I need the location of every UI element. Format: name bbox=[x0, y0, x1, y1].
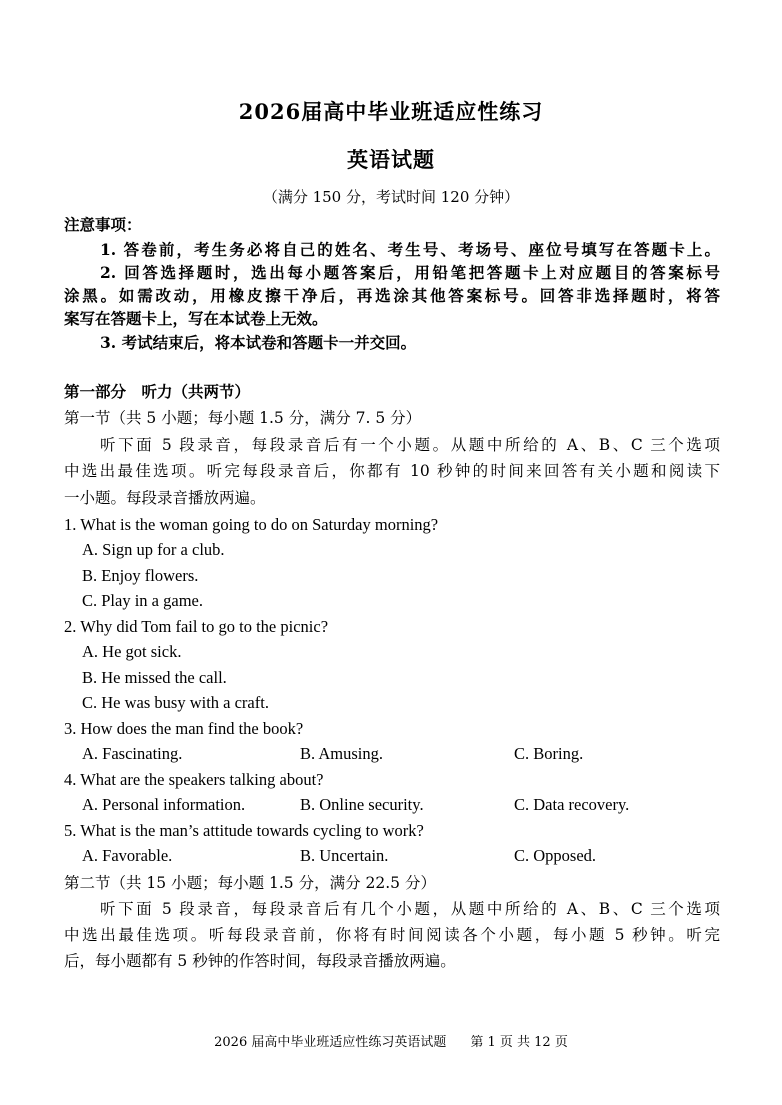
question-2-stem: 2. Why did Tom fail to go to the picnic? bbox=[64, 617, 329, 636]
question-5-stem: 5. What is the man’s attitude towards cycling to work? bbox=[64, 821, 424, 840]
notice-item-2-line-1: 2. 回答选择题时，选出每小题答案后，用铅笔把答题卡上对应题目的答案标号 bbox=[100, 263, 720, 282]
section2-instr-line-1: 听下面 5 段录音，每段录音后有几个小题，从题中所给的 A、B、C 三个选项 bbox=[100, 900, 720, 918]
question-1-option-b: B. Enjoy flowers. bbox=[82, 566, 199, 585]
footer-title: 2026 届高中毕业班适应性练习英语试题 bbox=[214, 1035, 447, 1050]
question-4-option-a: A. Personal information. bbox=[82, 795, 246, 814]
subject-title: 英语试题 bbox=[347, 147, 435, 172]
question-2-option-c: C. He was busy with a craft. bbox=[82, 693, 269, 712]
notice-item-3: 3. 考试结束后，将本试卷和答题卡一并交回。 bbox=[100, 333, 417, 352]
notice-heading: 注意事项： bbox=[64, 215, 142, 234]
section1-heading: 第一节（共 5 小题；每小题 1.5 分，满分 7. 5 分） bbox=[64, 409, 422, 427]
footer-page-number: 第 1 页 共 12 页 bbox=[470, 1035, 568, 1050]
question-5-option-b: B. Uncertain. bbox=[300, 846, 389, 865]
score-note: （满分 150 分，考试时间 120 分钟） bbox=[262, 188, 520, 206]
question-4-option-c: C. Data recovery. bbox=[514, 795, 630, 814]
notice-item-1: 1. 答卷前，考生务必将自己的姓名、考生号、考场号、座位号填写在答题卡上。 bbox=[100, 240, 720, 259]
question-3-option-b: B. Amusing. bbox=[300, 744, 383, 763]
question-1-stem: 1. What is the woman going to do on Saturday morning? bbox=[64, 515, 439, 534]
question-2-option-b: B. He missed the call. bbox=[82, 668, 227, 687]
question-3-option-a: A. Fascinating. bbox=[82, 744, 183, 763]
question-2-option-a: A. He got sick. bbox=[82, 642, 182, 661]
section1-instr-line-3: 一小题。每段录音播放两遍。 bbox=[64, 489, 266, 507]
section2-instr-line-2: 中选出最佳选项。听每段录音前，你将有时间阅读各个小题，每小题 5 秒钟。听完 bbox=[64, 926, 720, 944]
question-1-option-a: A. Sign up for a club. bbox=[82, 540, 225, 559]
notice-item-2-line-3: 案写在答题卡上，写在本试卷上无效。 bbox=[64, 309, 328, 328]
question-1-option-c: C. Play in a game. bbox=[82, 591, 203, 610]
question-5-option-c: C. Opposed. bbox=[514, 846, 597, 865]
section2-heading: 第二节（共 15 小题；每小题 1.5 分，满分 22.5 分） bbox=[64, 874, 436, 892]
question-5-option-a: A. Favorable. bbox=[82, 846, 173, 865]
notice-item-2-line-2: 涂黑。如需改动，用橡皮擦干净后，再选涂其他答案标号。回答非选择题时，将答 bbox=[64, 286, 720, 305]
question-4-stem: 4. What are the speakers talking about? bbox=[64, 770, 324, 789]
question-4-option-b: B. Online security. bbox=[300, 795, 424, 814]
section2-instr-line-3: 后，每小题都有 5 秒钟的作答时间，每段录音播放两遍。 bbox=[64, 952, 456, 970]
question-3-stem: 3. How does the man find the book? bbox=[64, 719, 304, 738]
section1-instr-line-2: 中选出最佳选项。听完每段录音后，你都有 10 秒钟的时间来回答有关小题和阅读下 bbox=[64, 462, 720, 480]
page-footer bbox=[0, 1031, 782, 1050]
question-3-option-c: C. Boring. bbox=[514, 744, 584, 763]
exam-title: 2026届高中毕业班适应性练习 bbox=[238, 99, 544, 124]
part1-heading: 第一部分 听力（共两节） bbox=[64, 382, 251, 401]
section1-instr-line-1: 听下面 5 段录音，每段录音后有一个小题。从题中所给的 A、B、C 三个选项 bbox=[100, 436, 720, 454]
